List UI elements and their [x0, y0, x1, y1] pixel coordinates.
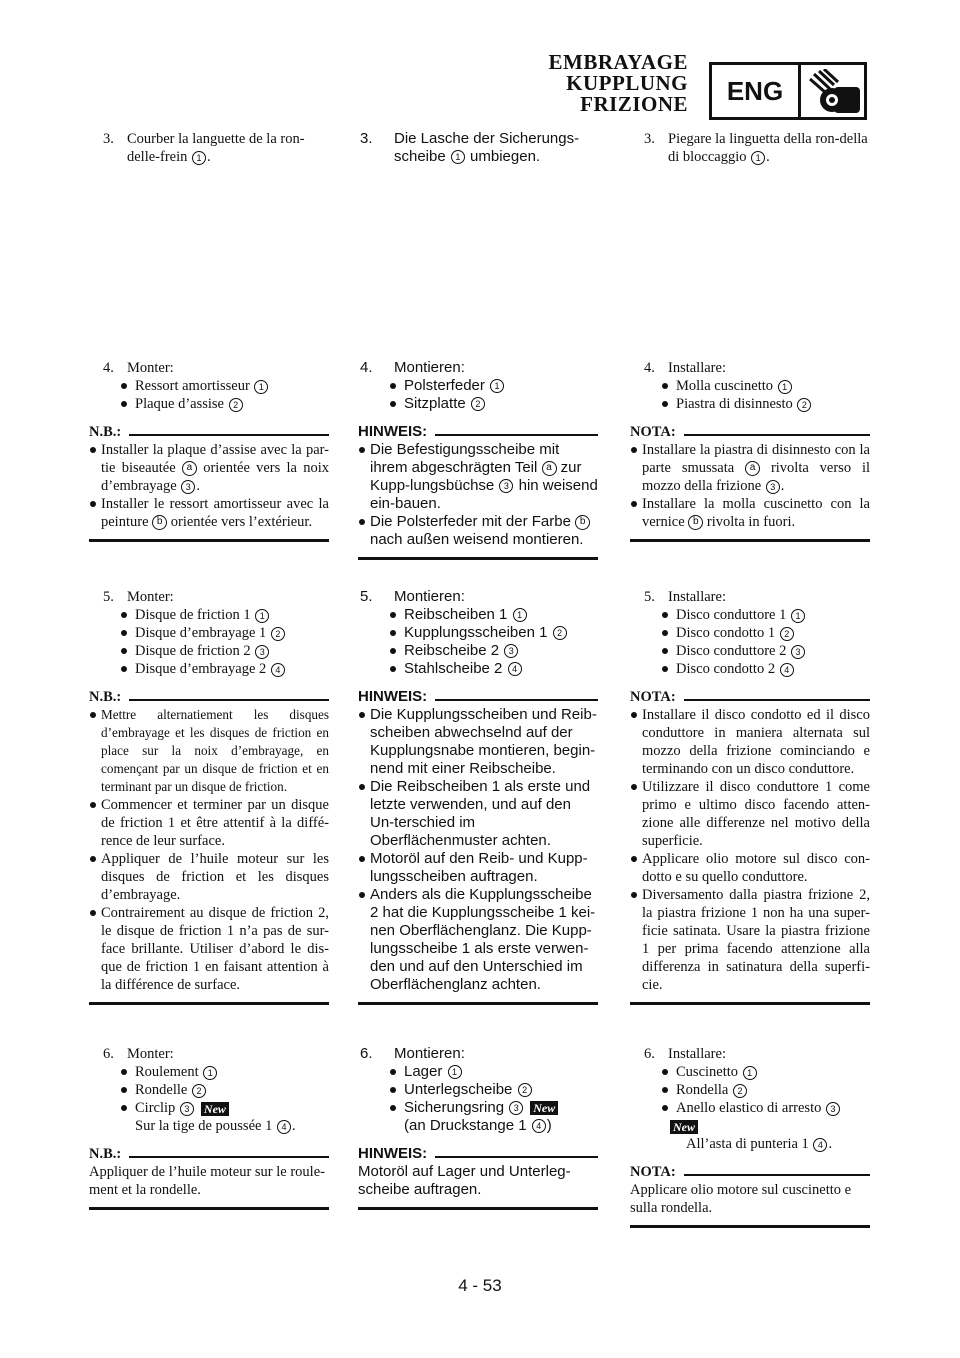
note-item: Utilizzare il disco conduttore 1 come primo e ultimo disco facendo atten-zione alle differenze nel motivo della superficie.: [630, 778, 870, 850]
list-item: Disco condotto 2 4: [660, 660, 870, 678]
header-title-fr: EMBRAYAGE: [548, 50, 688, 74]
it-step-3: 3. Piegare la linguetta della ron-della di bloccaggio 1 .: [644, 131, 868, 165]
list-item: Disco conduttore 1 1: [660, 606, 870, 624]
list-item: Stahlscheibe 2 4: [388, 660, 598, 678]
note-item: Installer la plaque d’assise avec la par-tie biseautée a orientée vers la noix d’embrayage 3 .: [89, 441, 329, 495]
fr-step-6: 6. Monter: Roulement 1 Rondelle 2 Circlip 3 New Sur la tige de poussée 1 4 . N.B.: Appliquer de l’huile moteur sur le roule-ment et la rondelle.: [89, 1045, 329, 1210]
de-note-6: HINWEIS: Motoröl auf Lager und Unterleg-scheibe auftragen.: [358, 1145, 598, 1210]
fr-step-3-text: Courber la languette de la ron-delle-frein: [127, 131, 305, 165]
note-item: Installare il disco condotto ed il disco conduttore in maniera alternata sul mozzo della frizione cominciando e terminando con un disco conduttore.: [630, 706, 870, 778]
note-item: Die Kupplungsscheiben und Reib-scheiben abwechselnd auf der Kupplungsnabe montieren, begin-nend mit einer Reibscheibe.: [358, 706, 598, 778]
list-item: Piastra di disinnesto 2: [660, 395, 870, 413]
page-number: 4 - 53: [458, 1276, 502, 1295]
list-item: Disque de friction 1 1: [119, 606, 329, 624]
note-item: Installare la molla cuscinetto con la vernice b rivolta in fuori.: [630, 495, 870, 531]
clutch-icon: [804, 69, 864, 117]
list-item: Disque d’embrayage 1 2: [119, 624, 329, 642]
list-item: Disco conduttore 2 3: [660, 642, 870, 660]
callout-1: 1: [192, 151, 206, 165]
chapter-tab-label: ENG: [712, 65, 801, 117]
fr-step-4: 4. Monter: Ressort amortisseur 1 Plaque d’assise 2 N.B.: Installer la plaque d’assise avec la par-tie biseautée a orientée vers la noix d’embrayage 3 . Installer le ressort amortisseur avec la peinture b orientée vers l’extérieur.: [89, 359, 329, 542]
header-title-it: FRIZIONE: [580, 92, 688, 116]
list-item: Ressort amortisseur 1: [119, 377, 329, 395]
chapter-tab: [709, 62, 867, 120]
it-note-6: NOTA: Applicare olio motore sul cuscinetto e sulla rondella.: [630, 1163, 870, 1228]
list-item: Rondella 2: [660, 1081, 870, 1099]
list-item: Reibscheiben 1 1: [388, 606, 598, 624]
list-item: Sicherungsring 3 New: [388, 1099, 598, 1117]
list-item: Sitzplatte 2: [388, 395, 598, 413]
de-step-3: 3. Die Lasche der Sicherungs-scheibe 1 umbiegen.: [360, 130, 580, 165]
note-item: Die Befestigungsscheibe mit ihrem abgeschrägten Teil a zur Kupp-lungsbüchse 3 hin weisend ein-bauen.: [358, 441, 598, 513]
list-item: Plaque d’assise 2: [119, 395, 329, 413]
it-note-4: NOTA: Installare la piastra di disinnesto con la parte smussata a rivolta verso il mozzo della frizione 3 . Installare la molla cuscinetto con la vernice b rivolta in fuori.: [630, 423, 870, 542]
de-step-4: 4. Montieren: Polsterfeder 1 Sitzplatte 2 HINWEIS: Die Befestigungsscheibe mit ihrem abgeschrägten Teil a zur Kupp-lungsbüchse 3 hin weisend ein-bauen. Die Polsterfeder mit der Farbe b nach außen weisend montieren.: [358, 359, 598, 560]
it-step-6: 6. Installare: Cuscinetto 1 Rondella 2 Anello elastico di arresto 3 New All’asta di punteria 1 4 . NOTA: Applicare olio motore sul cuscinetto e sulla rondella.: [630, 1045, 870, 1228]
note-item: Appliquer de l’huile moteur sur les disques de friction et les disques d’embrayage.: [89, 850, 329, 904]
note-item: Mettre alternatiement les disques d’embrayage et les disques de friction en place sur la noix d’embrayage, en començant par un disque de friction et en terminant par un disque de friction.: [89, 706, 329, 796]
note-item: Contrairement au disque de friction 2, le disque de friction 1 n’a pas de sur-face brillante. Utiliser d’abord le dis-que de friction 1 en faisant attention à la différence de surface.: [89, 904, 329, 994]
fr-note-5: N.B.: Mettre alternatiement les disques d’embrayage et les disques de friction en place sur la noix d’embrayage, en començant par un disque de friction et en terminant par un disque de friction. Commencer et terminer par un disque de friction 1 et être attentif à la diffé-rence de leur surface. Appliquer de l’huile moteur sur les disques de friction et les disques d’embrayage. Contrairement au disque de friction 2, le disque de friction 1 n’a pas de sur-face brillante. Utiliser d’abord le dis-que de friction 1 en faisant attention à la différence de surface.: [89, 688, 329, 1005]
list-item: Kupplungsscheiben 1 2: [388, 624, 598, 642]
it-step-4: 4. Installare: Molla cuscinetto 1 Piastra di disinnesto 2 NOTA: Installare la piastra di disinnesto con la parte smussata a rivolta verso il mozzo della frizione 3 . Installare la molla cuscinetto con la vernice b rivolta in fuori.: [630, 359, 870, 542]
note-item: Installare la piastra di disinnesto con la parte smussata a rivolta verso il mozzo della frizione 3 .: [630, 441, 870, 495]
fr-note-6: N.B.: Appliquer de l’huile moteur sur le roule-ment et la rondelle.: [89, 1145, 329, 1210]
new-part-badge: New: [670, 1120, 698, 1134]
list-item: Disco condotto 1 2: [660, 624, 870, 642]
list-item: Disque d’embrayage 2 4: [119, 660, 329, 678]
note-item: Diversamento dalla piastra frizione 2, la piastra frizione 1 non ha una super-ficie satinata. Usare la piastra frizione 1 per prima facendo attenzione alla differenza in satinatura della superfi-cie.: [630, 886, 870, 994]
list-item: Rondelle 2: [119, 1081, 329, 1099]
it-step-5: 5. Installare: Disco conduttore 1 1 Disco condotto 1 2 Disco conduttore 2 3 Disco condotto 2 4 NOTA: Installare il disco condotto ed il disco conduttore in maniera alternata sul mozzo della frizione cominciando e terminando con un disco conduttore. Utilizzare il disco conduttore 1 come primo e ultimo disco facendo atten-zione alle differenze nel motivo della superficie. Applicare olio motore sul disco con-dotto e su quello conduttore. Diversamento dalla piastra frizione 2, la piastra frizione 1 non ha una super-ficie satinata. Usare la piastra frizione 1 per prima facendo attenzione alla differenza in satinatura della superfi-cie.: [630, 588, 870, 1005]
section-header: [549, 52, 688, 115]
note-item: Applicare olio motore sul disco con-dotto e su quello conduttore.: [630, 850, 870, 886]
note-item: Installer le ressort amortisseur avec la peinture b orientée vers l’extérieur.: [89, 495, 329, 531]
new-part-badge: New: [201, 1102, 229, 1116]
list-item: Anello elastico di arresto 3: [660, 1099, 870, 1117]
fr-note-4: N.B.: Installer la plaque d’assise avec la par-tie biseautée a orientée vers la noix d’embrayage 3 . Installer le ressort amortisseur avec la peinture b orientée vers l’extérieur.: [89, 423, 329, 542]
list-item: Circlip 3 New: [119, 1099, 329, 1117]
de-note-4: HINWEIS: Die Befestigungsscheibe mit ihrem abgeschrägten Teil a zur Kupp-lungsbüchse 3 hin weisend ein-bauen. Die Polsterfeder mit der Farbe b nach außen weisend montieren.: [358, 423, 598, 560]
fr-step-5: 5. Monter: Disque de friction 1 1 Disque d’embrayage 1 2 Disque de friction 2 3 Disque d’embrayage 2 4 N.B.: Mettre alternatiement les disques d’embrayage et les disques de friction en place sur la noix d’embrayage, en començant par un disque de friction et en terminant par un disque de friction. Commencer et terminer par un disque de friction 1 et être attentif à la diffé-rence de leur surface. Appliquer de l’huile moteur sur les disques de friction et les disques d’embrayage. Contrairement au disque de friction 2, le disque de friction 1 n’a pas de sur-face brillante. Utiliser d’abord le dis-que de friction 1 en faisant attention à la différence de surface.: [89, 588, 329, 1005]
de-step-6: 6. Montieren: Lager 1 Unterlegscheibe 2 Sicherungsring 3 New (an Druckstange 1 4 ) HINWEIS: Motoröl auf Lager und Unterleg-scheibe auftragen.: [358, 1045, 598, 1210]
header-title-de: KUPPLUNG: [566, 71, 688, 95]
de-note-5: HINWEIS: Die Kupplungsscheiben und Reib-scheiben abwechselnd auf der Kupplungsnabe montieren, begin-nend mit einer Reibscheibe. Die Reibscheiben 1 als erste und letzte verwenden, und auf den Un-terschied im Oberflächenmuster achten. Motoröl auf den Reib- und Kupp-lungsscheiben auftragen. Anders als die Kupplungsscheibe 2 hat die Kupplungsscheibe 1 kei-nen Oberflächenglanz. Die Kupp-lungsscheibe 1 als erste verwen-den und auf den Unterschied im Oberflächenglanz achten.: [358, 688, 598, 1005]
list-item: Molla cuscinetto 1: [660, 377, 870, 395]
note-item: Die Polsterfeder mit der Farbe b nach außen weisend montieren.: [358, 513, 598, 549]
note-item: Motoröl auf den Reib- und Kupp-lungsscheiben auftragen.: [358, 850, 598, 886]
new-part-badge: New: [530, 1101, 558, 1115]
list-item: Cuscinetto 1: [660, 1063, 870, 1081]
list-item: Unterlegscheibe 2: [388, 1081, 598, 1099]
fr-step-3: 3. Courber la languette de la ron-delle-frein 1 .: [103, 131, 305, 165]
note-item: Anders als die Kupplungsscheibe 2 hat die Kupplungsscheibe 1 kei-nen Oberflächenglanz. Die Kupp-lungsscheibe 1 als erste verwen-den und auf den Unterschied im Oberflächenglanz achten.: [358, 886, 598, 994]
note-item: Commencer et terminer par un disque de friction 1 et être attentif à la diffé-rence de leur surface.: [89, 796, 329, 850]
note-item: Die Reibscheiben 1 als erste und letzte verwenden, und auf den Un-terschied im Oberflächenmuster achten.: [358, 778, 598, 850]
it-note-5: NOTA: Installare il disco condotto ed il disco conduttore in maniera alternata sul mozzo della frizione cominciando e terminando con un disco conduttore. Utilizzare il disco conduttore 1 come primo e ultimo disco facendo atten-zione alle differenze nel motivo della superficie. Applicare olio motore sul disco con-dotto e su quello conduttore. Diversamento dalla piastra frizione 2, la piastra frizione 1 non ha una super-ficie satinata. Usare la piastra frizione 1 per prima facendo attenzione alla differenza in satinatura della superfi-cie.: [630, 688, 870, 1005]
list-item: Roulement 1: [119, 1063, 329, 1081]
de-step-5: 5. Montieren: Reibscheiben 1 1 Kupplungsscheiben 1 2 Reibscheibe 2 3 Stahlscheibe 2 4 HINWEIS: Die Kupplungsscheiben und Reib-scheiben abwechselnd auf der Kupplungsnabe montieren, begin-nend mit einer Reibscheibe. Die Reibscheiben 1 als erste und letzte verwenden, und auf den Un-terschied im Oberflächenmuster achten. Motoröl auf den Reib- und Kupp-lungsscheiben auftragen. Anders als die Kupplungsscheibe 2 hat die Kupplungsscheibe 1 kei-nen Oberflächenglanz. Die Kupp-lungsscheibe 1 als erste verwen-den und auf den Unterschied im Oberflächenglanz achten.: [358, 588, 598, 1005]
list-item: Disque de friction 2 3: [119, 642, 329, 660]
list-item: Polsterfeder 1: [388, 377, 598, 395]
list-item: Lager 1: [388, 1063, 598, 1081]
list-item: Reibscheibe 2 3: [388, 642, 598, 660]
